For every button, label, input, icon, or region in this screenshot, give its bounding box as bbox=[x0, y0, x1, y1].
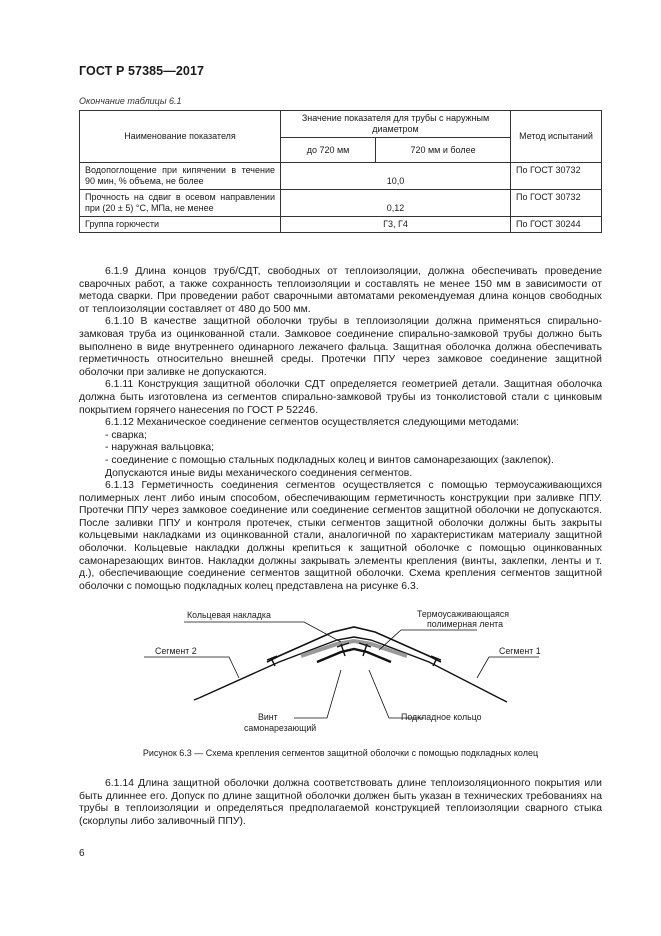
paragraph-6-1-14: 6.1.14 Длина защитной оболочки должна соответствовать длине теплоизоляционного покрытия или быть длиннее его. Допуск по длине защитной оболочки должен быть указан в технических требованиях на трубы в теплоизоляции и определяться предполагаемой конструкцией теплоизоляции сварного стыка (скорлупы либо заливочный ППУ). bbox=[79, 778, 602, 827]
paragraph-6-1-11: 6.1.11 Конструкция защитной оболочки СДТ определяется геометрией детали. Защитная оболочка должна быть изготовлена из сегментов спирально-замковой трубы из тонколистовой стали с цинковым покрытием горячего нанесения по ГОСТ Р 52246. bbox=[79, 379, 602, 416]
table-header-row bbox=[80, 111, 602, 138]
paragraph-6-1-10: 6.1.10 В качестве защитной оболочки трубы в теплоизоляции должна применяться спирально-замковая труба из оцинкованной стали. Замковое соединение спирально-замковой трубы должно быть выполнено в виде внутреннего одинарного лежачего фальца. Защитная оболочка должна обеспечивать герметичность относительно внешней среды. Протечки ППУ через замковое соединение защитной оболочки при заливке не допускаются. bbox=[79, 316, 602, 378]
label-screw-line1: Винт bbox=[258, 712, 278, 722]
row-method: По ГОСТ 30732 bbox=[511, 190, 602, 217]
label-support-ring: Подкладное кольцо bbox=[401, 712, 482, 722]
label-segment-1: Сегмент 1 bbox=[499, 646, 541, 656]
col-header-method: Метод испытаний bbox=[511, 111, 602, 163]
body-text-bottom bbox=[79, 778, 602, 828]
row-name: Группа горючести bbox=[80, 217, 281, 233]
label-tape-line1: Термоусаживающаяся bbox=[417, 609, 510, 619]
list-item: - соединение с помощью стальных подкладных колец и винтов самонарезающих (заклепок). bbox=[105, 454, 554, 466]
figure-6-3 bbox=[79, 600, 602, 748]
row-value: Г3, Г4 bbox=[281, 217, 511, 233]
paragraph-6-1-12: 6.1.12 Механическое соединение сегментов осуществляется следующими методами: bbox=[105, 417, 520, 429]
table-row bbox=[80, 190, 602, 217]
row-method: По ГОСТ 30732 bbox=[511, 163, 602, 190]
table-row bbox=[80, 163, 602, 190]
list-item: - наружная вальцовка; bbox=[105, 442, 215, 454]
paragraph-6-1-9: 6.1.9 Длина концов труб/СДТ, свободных от теплоизоляции, должна обеспечивать проведение сварочных работ, а также сохранность теплоизоляции и составлять не менее 150 мм в зависимости от метода сварки. При проведении работ сварочными автоматами рекомендуемая длина концов свободных от теплоизоляции составляет от 480 до 500 мм. bbox=[79, 266, 602, 315]
row-value: 10,0 bbox=[281, 163, 511, 190]
label-ring-overlay: Кольцевая накладка bbox=[187, 610, 271, 620]
table-row bbox=[80, 217, 602, 233]
label-screw-line2: самонарезающий bbox=[244, 723, 317, 733]
row-name: Прочность на сдвиг в осевом направлении при (20 ± 5) °С, МПа, не менее bbox=[80, 190, 281, 217]
row-name: Водопоглощение при кипячении в течение 90 мин, % объема, не более bbox=[80, 163, 281, 190]
label-tape-line2: полимерная лента bbox=[427, 619, 504, 629]
support-ring bbox=[317, 649, 391, 662]
list-item: - сварка; bbox=[105, 429, 147, 441]
page-number: 6 bbox=[79, 848, 85, 859]
row-method: По ГОСТ 30244 bbox=[511, 217, 602, 233]
figure-caption: Рисунок 6.3 — Схема крепления сегментов защитной оболочки с помощью подкладных колец bbox=[142, 748, 539, 758]
paragraph-6-1-13: 6.1.13 Герметичность соединения сегментов осуществляется с помощью термоусаживающихся полимерных лент либо иным способом, обеспечивающим герметичность конструкции при заливке ППУ. Протечки ППУ через замковое соединение или соединение сегментов защитной оболочки не допускаются. После заливки ППУ и контроля протечек, стыки сегментов защитной оболочки должны быть закрыты кольцевыми накладками из оцинкованной стали, аналогичной по характеристикам материалу защитной оболочки. Кольцевые накладки должны крепиться к защитной оболочке с помощью оцинкованных самонарезающих винтов. Накладки должны закрывать элементы крепления (винты, заклепки, ленты и т. д.), обеспечивающие соединение сегментов защитной оболочки. Схема крепления сегментов защитной оболочки с помощью подкладных колец представлена на рисунке 6.3. bbox=[79, 480, 602, 592]
col-subheader-1: до 720 мм bbox=[281, 138, 376, 163]
body-text bbox=[79, 266, 602, 593]
col-header-value: Значение показателя для трубы с наружным диаметром bbox=[281, 111, 511, 138]
segment-joint-diagram bbox=[79, 600, 602, 748]
col-header-name: Наименование показателя bbox=[80, 111, 281, 163]
spec-table bbox=[79, 110, 602, 233]
label-segment-2: Сегмент 2 bbox=[155, 646, 197, 656]
paragraph-6-1-12-note: Допускаются иные виды механического соединения сегментов. bbox=[105, 467, 413, 479]
table-caption: Окончание таблицы 6.1 bbox=[79, 96, 182, 106]
col-subheader-2: 720 мм и более bbox=[376, 138, 511, 163]
document-header: ГОСТ Р 57385—2017 bbox=[79, 64, 205, 78]
row-value: 0,12 bbox=[281, 190, 511, 217]
